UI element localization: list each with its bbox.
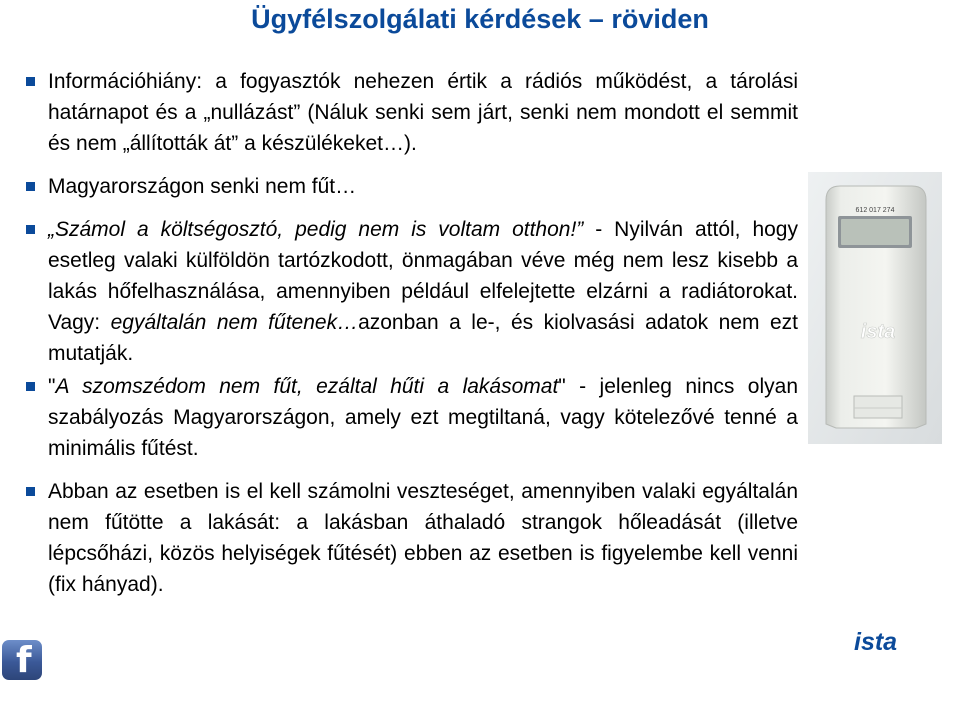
bullet-text: - Nyilván attól, hogy esetleg valaki külföldön tartózkodott, önmagában véve még nem lesz kisebb a lakás hőfelhasználása, amennyiben például elfelejtette elzárni a radiátorokat. Vagy: (48, 218, 798, 334)
facebook-icon[interactable] (2, 640, 42, 680)
bullet-text: Abban az esetben is el kell számolni veszteséget, amennyiben valaki egyáltalán nem fűtötte a lakását: a lakásban áthaladó strangok hőleadását (illetve lépcsőházi, közös helyiségek fűtését) ebben az esetben is figyelembe kell venni (fix hányad). (48, 480, 798, 596)
ista-logo-text: ista (854, 628, 898, 654)
bullet-text: " - jelenleg nincs olyan szabályozás Magyarországon, amely ezt megtiltaná, vagy kötelezővé tenné a minimális fűtést. (48, 375, 798, 460)
bullet-text: azonban a le-, és kiolvasási adatok nem ezt mutatják. (48, 311, 798, 365)
device-serial: 612 017 274 (855, 207, 895, 214)
bullet-item (26, 171, 798, 202)
heat-cost-allocator-image (808, 172, 942, 444)
bullet-item (26, 476, 798, 600)
square-bullet-icon (26, 182, 35, 191)
bullet-quote: A szomszédom nem fűt, ezáltal hűti a lakásomat (55, 375, 559, 398)
square-bullet-icon (26, 382, 35, 391)
bullet-text: Információhiány: a fogyasztók nehezen értik a rádiós működést, a tárolási határnapot és a „nullázást” (Náluk senki sem járt, senki nem mondott el semmit és nem „állították át” a készülékeket…). (48, 70, 798, 155)
bullet-item (26, 371, 798, 464)
square-bullet-icon (26, 487, 35, 496)
device-brand: ista (860, 321, 896, 343)
bullet-item (26, 214, 798, 369)
facebook-letter: f (16, 640, 32, 680)
slide-title: Ügyfélszolgálati kérdések – röviden (251, 4, 709, 34)
ista-logo (854, 628, 912, 654)
square-bullet-icon (26, 225, 35, 234)
square-bullet-icon (26, 77, 35, 86)
bullet-text: " (48, 375, 56, 398)
bullet-quote: egyáltalán nem fűtenek… (110, 311, 359, 334)
bullet-quote: „Számol a költségosztó, pedig nem is voltam otthon!” (48, 218, 584, 241)
bullet-text: Magyarországon senki nem fűt… (48, 175, 357, 198)
bullet-item (26, 66, 798, 159)
bullet-list (26, 66, 798, 600)
